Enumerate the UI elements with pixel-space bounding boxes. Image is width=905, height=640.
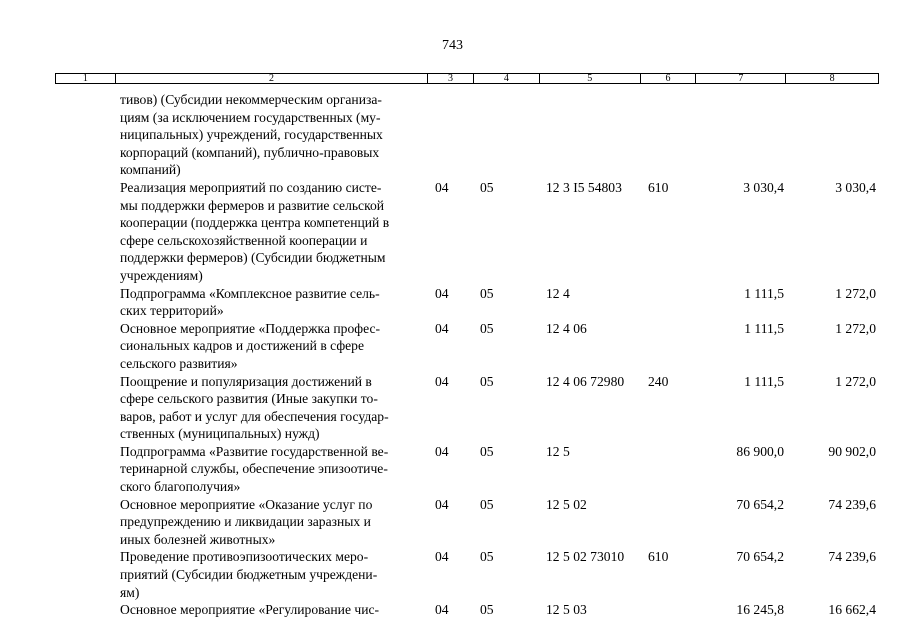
row-description-line: ниципальных) учреждений, государственных bbox=[120, 127, 383, 143]
table-row bbox=[0, 443, 905, 496]
row-description-line: Реализация мероприятий по созданию систе- bbox=[120, 179, 382, 195]
row-value-col7: 86 900,0 bbox=[736, 443, 784, 459]
row-value-col8: 74 239,6 bbox=[828, 549, 876, 565]
row-description-line: ям) bbox=[120, 584, 140, 600]
row-description-line: Подпрограмма «Развитие государственной ве- bbox=[120, 443, 389, 459]
table-body bbox=[0, 91, 905, 619]
row-csr: 12 4 06 bbox=[546, 320, 587, 336]
row-description-line: варов, работ и услуг для обеспечения государ- bbox=[120, 408, 389, 424]
table-row bbox=[0, 179, 905, 285]
row-description-line: сфере сельскохозяйственной кооперации и bbox=[120, 232, 368, 248]
row-description-line: учреждениям) bbox=[120, 267, 203, 283]
row-csr: 12 4 bbox=[546, 285, 570, 301]
row-vr: 610 bbox=[648, 549, 669, 565]
row-value-col8: 3 030,4 bbox=[835, 179, 876, 195]
row-pr: 05 bbox=[480, 179, 494, 195]
row-value-col8: 1 272,0 bbox=[835, 320, 876, 336]
row-description-line: Основное мероприятие «Регулирование чис- bbox=[120, 602, 380, 618]
row-description-line: иных болезней животных» bbox=[120, 531, 276, 547]
row-csr: 12 5 bbox=[546, 443, 570, 459]
row-vr: 610 bbox=[648, 179, 669, 195]
row-description bbox=[120, 373, 420, 443]
row-rz: 04 bbox=[435, 320, 449, 336]
row-value-col8: 1 272,0 bbox=[835, 285, 876, 301]
row-description-line: теринарной службы, обеспечение эпизоотиче- bbox=[120, 461, 388, 477]
row-description-line: сельского развития» bbox=[120, 355, 238, 371]
header-col-1: 1 bbox=[56, 74, 116, 83]
row-description-line: Поощрение и популяризация достижений в bbox=[120, 373, 372, 389]
row-description-line: сиональных кадров и достижений в сфере bbox=[120, 338, 365, 354]
row-description bbox=[120, 320, 420, 373]
row-csr: 12 3 I5 54803 bbox=[546, 179, 622, 195]
row-description-line: Основное мероприятие «Оказание услуг по bbox=[120, 496, 373, 512]
row-rz: 04 bbox=[435, 443, 449, 459]
row-pr: 05 bbox=[480, 602, 494, 618]
row-pr: 05 bbox=[480, 285, 494, 301]
header-col-2: 2 bbox=[116, 74, 428, 83]
header-col-5: 5 bbox=[540, 74, 641, 83]
row-description bbox=[120, 548, 420, 601]
header-col-3: 3 bbox=[428, 74, 474, 83]
row-value-col8: 1 272,0 bbox=[835, 373, 876, 389]
header-col-7: 7 bbox=[696, 74, 786, 83]
row-description-line: Основное мероприятие «Поддержка профес- bbox=[120, 320, 381, 336]
row-csr: 12 5 02 73010 bbox=[546, 549, 625, 565]
row-description-line: сфере сельского развития (Иные закупки то- bbox=[120, 391, 378, 407]
row-description-line: кооперации (поддержка центра компетенций в bbox=[120, 215, 390, 231]
row-description-line: Подпрограмма «Комплексное развитие сель- bbox=[120, 285, 380, 301]
table-row bbox=[0, 91, 905, 179]
row-csr: 12 5 02 bbox=[546, 496, 587, 512]
row-value-col7: 70 654,2 bbox=[736, 549, 784, 565]
row-description bbox=[120, 285, 420, 320]
row-csr: 12 4 06 72980 bbox=[546, 373, 625, 389]
table-row bbox=[0, 601, 905, 619]
row-description-line: приятий (Субсидии бюджетным учреждени- bbox=[120, 567, 378, 583]
row-rz: 04 bbox=[435, 496, 449, 512]
row-description-line: поддержки фермеров) (Субсидии бюджетным bbox=[120, 250, 386, 266]
header-col-6: 6 bbox=[641, 74, 697, 83]
row-description bbox=[120, 179, 420, 285]
row-description bbox=[120, 443, 420, 496]
page-number: 743 bbox=[442, 38, 463, 53]
row-rz: 04 bbox=[435, 373, 449, 389]
row-vr: 240 bbox=[648, 373, 669, 389]
row-value-col7: 16 245,8 bbox=[736, 602, 784, 618]
row-description-line: ских территорий» bbox=[120, 303, 224, 319]
row-value-col8: 16 662,4 bbox=[828, 602, 876, 618]
table-row bbox=[0, 496, 905, 549]
row-value-col8: 74 239,6 bbox=[828, 496, 876, 512]
row-description-line: предупреждению и ликвидации заразных и bbox=[120, 514, 371, 530]
row-value-col7: 1 111,5 bbox=[744, 285, 784, 301]
header-col-4: 4 bbox=[474, 74, 540, 83]
row-rz: 04 bbox=[435, 179, 449, 195]
row-description bbox=[120, 91, 420, 179]
row-description-line: ского благополучия» bbox=[120, 479, 241, 495]
row-pr: 05 bbox=[480, 549, 494, 565]
row-pr: 05 bbox=[480, 373, 494, 389]
row-description-line: компаний) bbox=[120, 162, 181, 178]
row-value-col7: 1 111,5 bbox=[744, 320, 784, 336]
row-description bbox=[120, 601, 420, 619]
table-row bbox=[0, 285, 905, 320]
row-description-line: ственных (муниципальных) нужд) bbox=[120, 426, 320, 442]
table-row bbox=[0, 373, 905, 443]
row-description-line: корпораций (компаний), публично-правовых bbox=[120, 144, 380, 160]
row-description-line: тивов) (Субсидии некоммерческим организа- bbox=[120, 92, 382, 107]
table-row bbox=[0, 548, 905, 601]
row-description-line: циям (за исключением государственных (му- bbox=[120, 109, 381, 125]
row-pr: 05 bbox=[480, 496, 494, 512]
row-pr: 05 bbox=[480, 320, 494, 336]
row-csr: 12 5 03 bbox=[546, 602, 587, 618]
row-description-line: мы поддержки фермеров и развитие сельской bbox=[120, 197, 385, 213]
row-value-col8: 90 902,0 bbox=[828, 443, 876, 459]
row-rz: 04 bbox=[435, 602, 449, 618]
row-rz: 04 bbox=[435, 549, 449, 565]
row-value-col7: 3 030,4 bbox=[743, 179, 784, 195]
row-description-line: Проведение противоэпизоотических меро- bbox=[120, 549, 369, 565]
table-row bbox=[0, 320, 905, 373]
row-rz: 04 bbox=[435, 285, 449, 301]
table-header-row bbox=[55, 73, 879, 84]
row-pr: 05 bbox=[480, 443, 494, 459]
row-value-col7: 70 654,2 bbox=[736, 496, 784, 512]
row-description bbox=[120, 496, 420, 549]
header-col-8: 8 bbox=[829, 73, 835, 84]
row-value-col7: 1 111,5 bbox=[744, 373, 784, 389]
